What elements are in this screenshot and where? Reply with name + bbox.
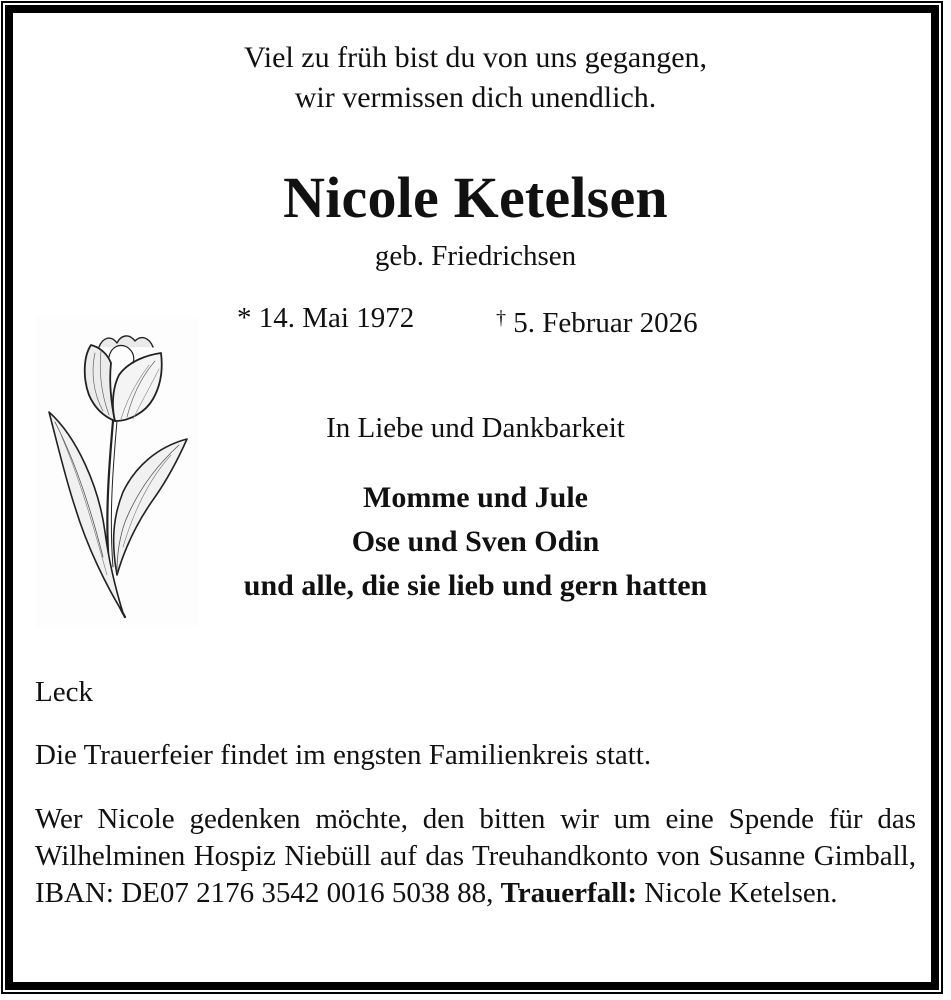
death-date-value: 5. Februar 2026 bbox=[513, 307, 698, 339]
reference-value: Nicole Ketelsen. bbox=[636, 877, 838, 909]
mourner-line: Ose und Sven Odin bbox=[351, 525, 600, 558]
donation-text: Wer Nicole gedenken möchte, den bitten wir um eine Spende für das Wilhelminen Hospiz Niebüll auf das Treuhandkonto von Susanne Gimball, IBAN: DE07 2176 3542 0016 5038 88, bbox=[35, 803, 916, 909]
mourner-line: Momme und Jule bbox=[363, 481, 588, 514]
ceremony-note: Die Trauerfeier findet im engsten Familienkreis statt. bbox=[35, 739, 652, 771]
death-date bbox=[496, 298, 698, 343]
maiden-name: geb. Friedrichsen bbox=[374, 240, 577, 272]
donation-paragraph bbox=[35, 801, 916, 912]
reference-label: Trauerfall: bbox=[500, 877, 637, 909]
thanks-line: In Liebe und Dankbarkeit bbox=[326, 412, 625, 444]
mourner-line: und alle, die sie lieb und gern hatten bbox=[243, 569, 708, 602]
birth-date-value: 14. Mai 1972 bbox=[258, 302, 415, 334]
birth-star-icon: * bbox=[237, 302, 252, 334]
death-cross-icon: † bbox=[496, 307, 506, 329]
motto-line-2: wir vermissen dich unendlich. bbox=[294, 81, 657, 114]
place-name: Leck bbox=[35, 676, 93, 708]
birth-date bbox=[237, 298, 414, 338]
deceased-name: Nicole Ketelsen bbox=[283, 165, 668, 230]
motto-line-1: Viel zu früh bist du von uns gegangen, bbox=[243, 41, 708, 74]
